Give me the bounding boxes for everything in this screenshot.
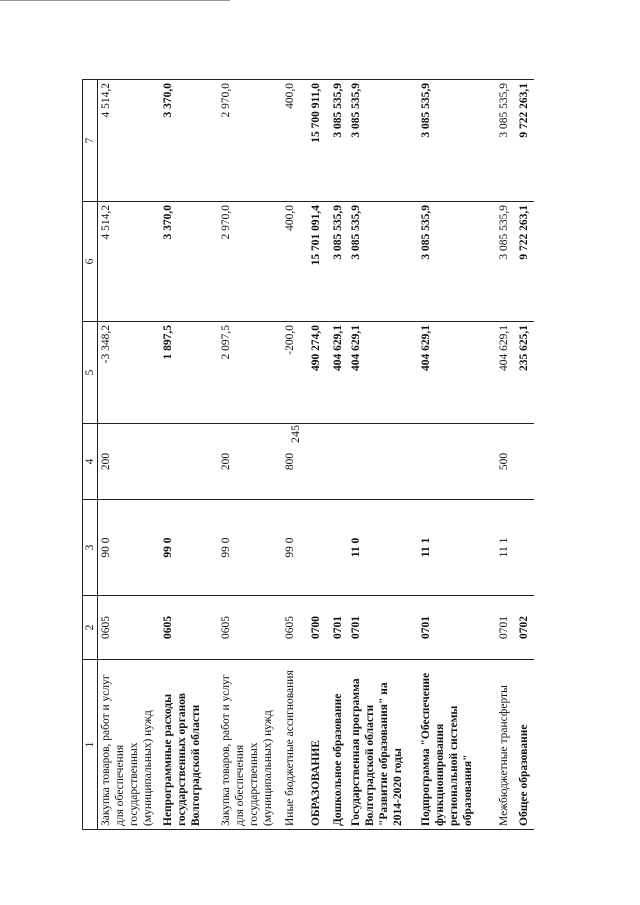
cell-expense-type bbox=[308, 424, 330, 500]
cell-program-code: 99 0 bbox=[218, 500, 282, 596]
cell-amount-total: 400,0 bbox=[282, 80, 308, 202]
table-row bbox=[308, 80, 330, 830]
scan-edge-line bbox=[0, 0, 640, 1]
cell-amount: 3 370,0 bbox=[160, 202, 218, 322]
cell-change: 404 629,1 bbox=[348, 322, 418, 424]
row-name: Иные бюджетные ассигнования bbox=[282, 660, 308, 830]
cell-section-code: 0605 bbox=[160, 596, 218, 660]
cell-change: 404 629,1 bbox=[496, 322, 516, 424]
table-body bbox=[98, 80, 534, 830]
table-row bbox=[418, 80, 496, 830]
column-header: 5 bbox=[83, 322, 98, 424]
cell-section-code: 0605 bbox=[282, 596, 308, 660]
cell-program-code bbox=[516, 500, 534, 596]
cell-change: 1 897,5 bbox=[160, 322, 218, 424]
cell-program-code bbox=[308, 500, 330, 596]
column-header: 7 bbox=[83, 80, 98, 202]
cell-amount: 9 722 263,1 bbox=[516, 202, 534, 322]
cell-amount: 4 514,2 bbox=[98, 202, 160, 322]
cell-amount: 400,0 bbox=[282, 202, 308, 322]
cell-expense-type: 500 bbox=[496, 424, 516, 500]
row-name: Государственная программа Волгоградской области "Развитие образования" на 2014-2020 годы bbox=[348, 660, 418, 830]
row-name: Межбюджетные трансферты bbox=[496, 660, 516, 830]
cell-section-code: 0701 bbox=[348, 596, 418, 660]
cell-expense-type bbox=[330, 424, 348, 500]
cell-program-code: 99 0 bbox=[282, 500, 308, 596]
column-header: 4 bbox=[83, 424, 98, 500]
cell-program-code: 11 0 bbox=[348, 500, 418, 596]
table-header-row bbox=[83, 80, 98, 830]
cell-amount-total: 4 514,2 bbox=[98, 80, 160, 202]
table-row bbox=[330, 80, 348, 830]
cell-amount-total: 3 370,0 bbox=[160, 80, 218, 202]
cell-change: 490 274,0 bbox=[308, 322, 330, 424]
cell-change: 2 097,5 bbox=[218, 322, 282, 424]
cell-section-code: 0702 bbox=[516, 596, 534, 660]
cell-change: 404 629,1 bbox=[418, 322, 496, 424]
cell-expense-type: 800 bbox=[282, 424, 308, 500]
cell-expense-type bbox=[516, 424, 534, 500]
row-name: Дошкольное образование bbox=[330, 660, 348, 830]
cell-change: -3 348,2 bbox=[98, 322, 160, 424]
table-row bbox=[218, 80, 282, 830]
cell-program-code: 90 0 bbox=[98, 500, 160, 596]
cell-amount: 3 085 535,9 bbox=[496, 202, 516, 322]
table-row bbox=[160, 80, 218, 830]
cell-amount: 3 085 535,9 bbox=[348, 202, 418, 322]
budget-table-container bbox=[82, 80, 627, 830]
cell-change: 235 625,1 bbox=[516, 322, 534, 424]
row-name: Общее образование bbox=[516, 660, 534, 830]
cell-program-code bbox=[330, 500, 348, 596]
column-header: 3 bbox=[83, 500, 98, 596]
cell-change: 404 629,1 bbox=[330, 322, 348, 424]
cell-amount-total: 9 722 263,1 bbox=[516, 80, 534, 202]
cell-section-code: 0701 bbox=[418, 596, 496, 660]
cell-amount-total: 15 700 911,0 bbox=[308, 80, 330, 202]
cell-expense-type: 200 bbox=[218, 424, 282, 500]
table-row bbox=[516, 80, 534, 830]
cell-expense-type bbox=[160, 424, 218, 500]
table-row bbox=[496, 80, 516, 830]
cell-amount: 15 701 091,4 bbox=[308, 202, 330, 322]
column-header: 1 bbox=[83, 660, 98, 830]
cell-section-code: 0701 bbox=[330, 596, 348, 660]
page-number: 245 bbox=[288, 425, 302, 443]
cell-amount-total: 2 970,0 bbox=[218, 80, 282, 202]
row-name: Подпрограмма "Обеспечение функционирования региональной системы образования" bbox=[418, 660, 496, 830]
cell-amount: 2 970,0 bbox=[218, 202, 282, 322]
cell-amount: 3 085 535,9 bbox=[330, 202, 348, 322]
cell-amount: 3 085 535,9 bbox=[418, 202, 496, 322]
row-name: Непрограммные расходы государственных органов Волгоградской области bbox=[160, 660, 218, 830]
row-name: Закупка товаров, работ и услуг для обеспечения государственных (муниципальных) нужд bbox=[218, 660, 282, 830]
row-name: Закупка товаров, работ и услуг для обеспечения государственных (муниципальных) нужд bbox=[98, 660, 160, 830]
cell-expense-type: 200 bbox=[98, 424, 160, 500]
cell-amount-total: 3 085 535,9 bbox=[330, 80, 348, 202]
cell-section-code: 0700 bbox=[308, 596, 330, 660]
table-row bbox=[282, 80, 308, 830]
row-name: ОБРАЗОВАНИЕ bbox=[308, 660, 330, 830]
cell-amount-total: 3 085 535,9 bbox=[418, 80, 496, 202]
budget-table bbox=[82, 79, 534, 830]
cell-expense-type bbox=[348, 424, 418, 500]
cell-change: -200,0 bbox=[282, 322, 308, 424]
cell-amount-total: 3 085 535,9 bbox=[348, 80, 418, 202]
column-header: 2 bbox=[83, 596, 98, 660]
cell-amount-total: 3 085 535,9 bbox=[496, 80, 516, 202]
table-row bbox=[348, 80, 418, 830]
cell-program-code: 11 1 bbox=[418, 500, 496, 596]
table-row bbox=[98, 80, 160, 830]
cell-section-code: 0605 bbox=[218, 596, 282, 660]
cell-program-code: 11 1 bbox=[496, 500, 516, 596]
cell-section-code: 0701 bbox=[496, 596, 516, 660]
column-header: 6 bbox=[83, 202, 98, 322]
cell-section-code: 0605 bbox=[98, 596, 160, 660]
cell-expense-type bbox=[418, 424, 496, 500]
cell-program-code: 99 0 bbox=[160, 500, 218, 596]
